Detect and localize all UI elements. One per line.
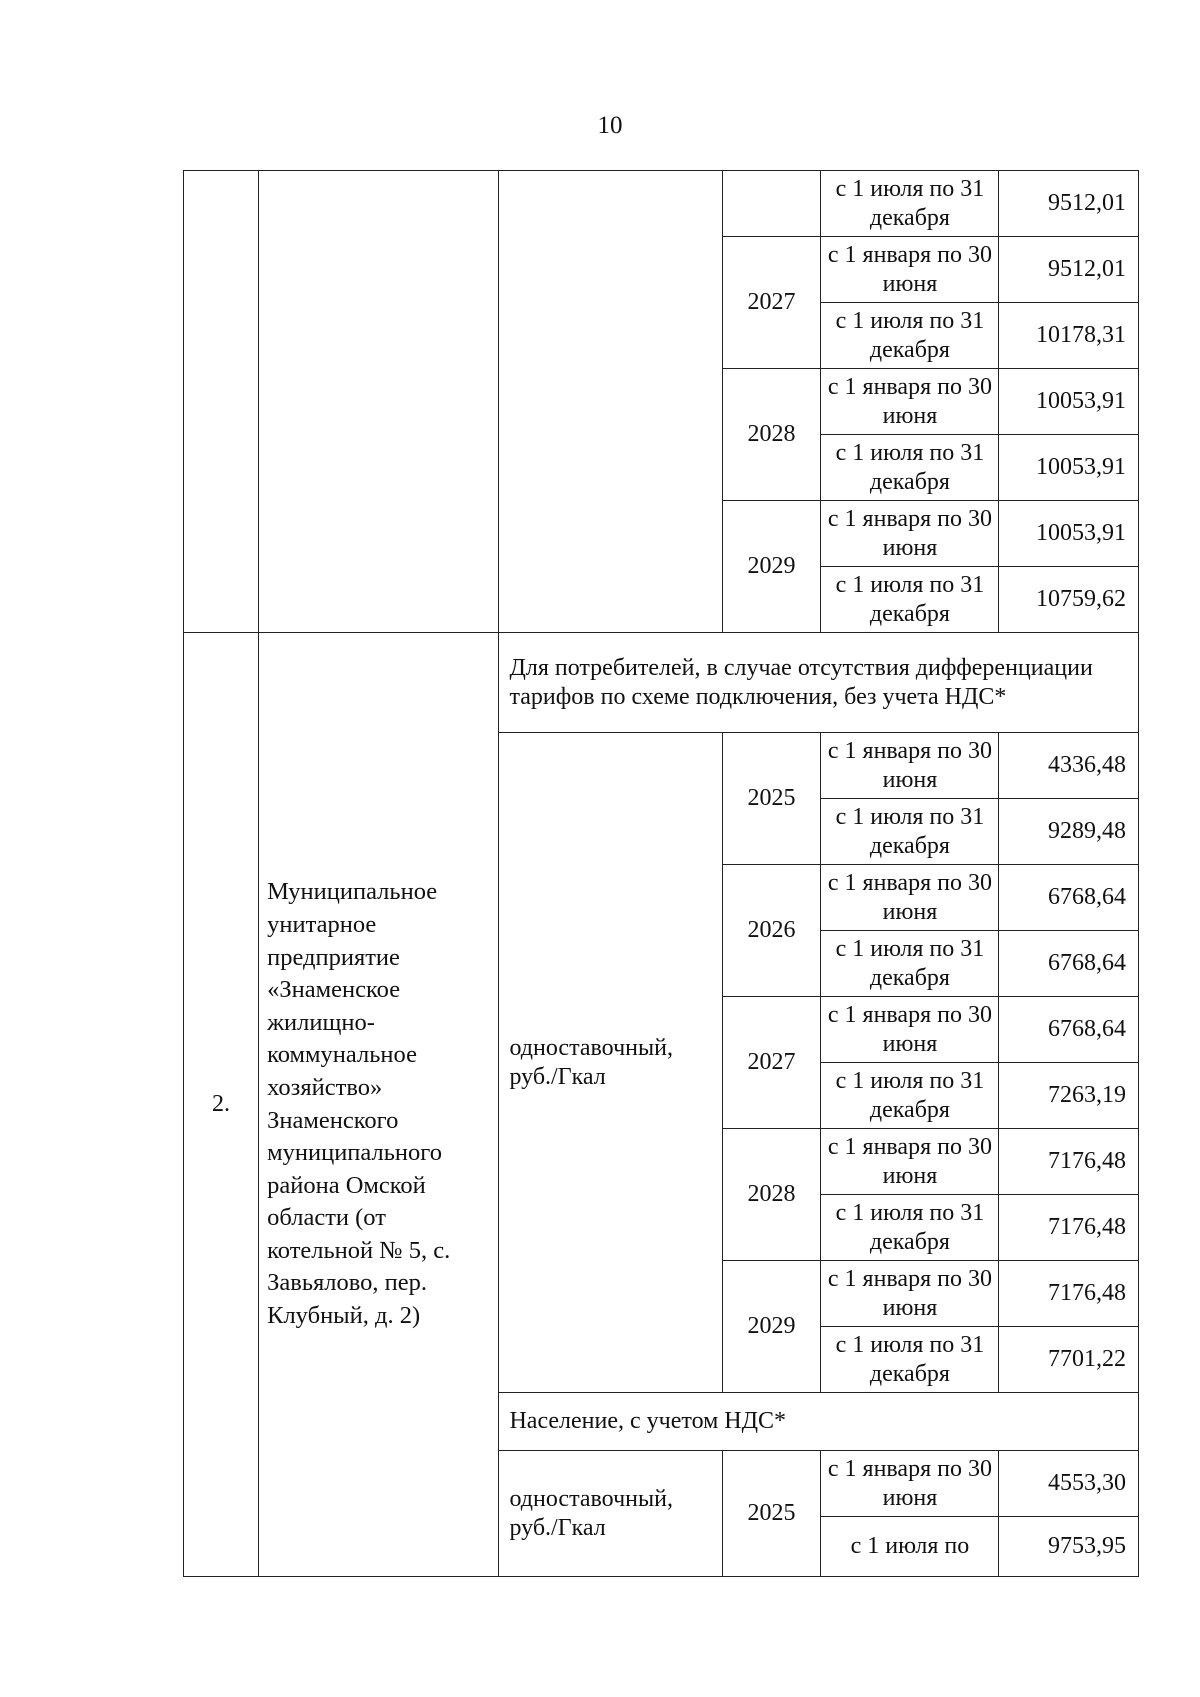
organization-cell: Муниципальное унитарное предприятие «Знаменское жилищно-коммунальное хозяйство» Знаменского муниципального района Омской области (от котельной № 5, с. Завьялово, пер. Клубный, д. 2) (259, 633, 499, 1577)
value-cell: 10053,91 (999, 501, 1139, 567)
period-cell: с 1 июля по 31 декабря (821, 567, 999, 633)
value-cell: 9753,95 (999, 1517, 1139, 1577)
value-cell: 7701,22 (999, 1327, 1139, 1393)
period-cell: с 1 июля по (821, 1517, 999, 1577)
period-cell: с 1 июля по 31 декабря (821, 799, 999, 865)
year-cell: 2026 (722, 865, 821, 997)
number-cell (184, 171, 259, 633)
period-cell: с 1 июля по 31 декабря (821, 1195, 999, 1261)
period-cell: с 1 января по 30 июня (821, 501, 999, 567)
period-cell: с 1 января по 30 июня (821, 733, 999, 799)
value-cell: 10053,91 (999, 369, 1139, 435)
rate-type-cell: одноставочный, руб./Гкал (499, 733, 722, 1393)
year-cell: 2028 (722, 369, 821, 501)
value-cell: 10178,31 (999, 303, 1139, 369)
value-cell: 6768,64 (999, 931, 1139, 997)
value-cell: 6768,64 (999, 865, 1139, 931)
page-number: 10 (597, 112, 623, 139)
value-cell: 9512,01 (999, 237, 1139, 303)
value-cell: 9512,01 (999, 171, 1139, 237)
group-header-cell: Для потребителей, в случае отсутствия дифференциации тарифов по схеме подключения, без учета НДС* (499, 633, 1139, 733)
value-cell: 9289,48 (999, 799, 1139, 865)
period-cell: с 1 июля по 31 декабря (821, 435, 999, 501)
period-cell: с 1 января по 30 июня (821, 237, 999, 303)
year-cell: 2028 (722, 1129, 821, 1261)
value-cell: 10053,91 (999, 435, 1139, 501)
period-cell: с 1 июля по 31 декабря (821, 1327, 999, 1393)
value-cell: 7176,48 (999, 1129, 1139, 1195)
year-cell (722, 171, 821, 237)
value-cell: 7176,48 (999, 1261, 1139, 1327)
period-cell: с 1 января по 30 июня (821, 1451, 999, 1517)
rate-type-cell: одноставочный, руб./Гкал (499, 1451, 722, 1577)
year-cell: 2029 (722, 501, 821, 633)
year-cell: 2025 (722, 1451, 821, 1577)
value-cell: 4336,48 (999, 733, 1139, 799)
period-cell: с 1 января по 30 июня (821, 369, 999, 435)
period-cell: с 1 января по 30 июня (821, 865, 999, 931)
tariff-table (183, 170, 1139, 1577)
year-cell: 2025 (722, 733, 821, 865)
value-cell: 4553,30 (999, 1451, 1139, 1517)
table-row (184, 633, 1139, 733)
group-header-cell: Население, с учетом НДС* (499, 1393, 1139, 1451)
organization-cell (259, 171, 499, 633)
row-number-cell: 2. (184, 633, 259, 1577)
period-cell: с 1 июля по 31 декабря (821, 303, 999, 369)
year-cell: 2027 (722, 997, 821, 1129)
value-cell: 6768,64 (999, 997, 1139, 1063)
period-cell: с 1 июля по 31 декабря (821, 1063, 999, 1129)
value-cell: 7176,48 (999, 1195, 1139, 1261)
period-cell: с 1 января по 30 июня (821, 1261, 999, 1327)
period-cell: с 1 июля по 31 декабря (821, 171, 999, 237)
rate-type-cell (499, 171, 722, 633)
period-cell: с 1 января по 30 июня (821, 997, 999, 1063)
period-cell: с 1 января по 30 июня (821, 1129, 999, 1195)
year-cell: 2027 (722, 237, 821, 369)
value-cell: 10759,62 (999, 567, 1139, 633)
table-row (184, 171, 1139, 237)
value-cell: 7263,19 (999, 1063, 1139, 1129)
year-cell: 2029 (722, 1261, 821, 1393)
period-cell: с 1 июля по 31 декабря (821, 931, 999, 997)
